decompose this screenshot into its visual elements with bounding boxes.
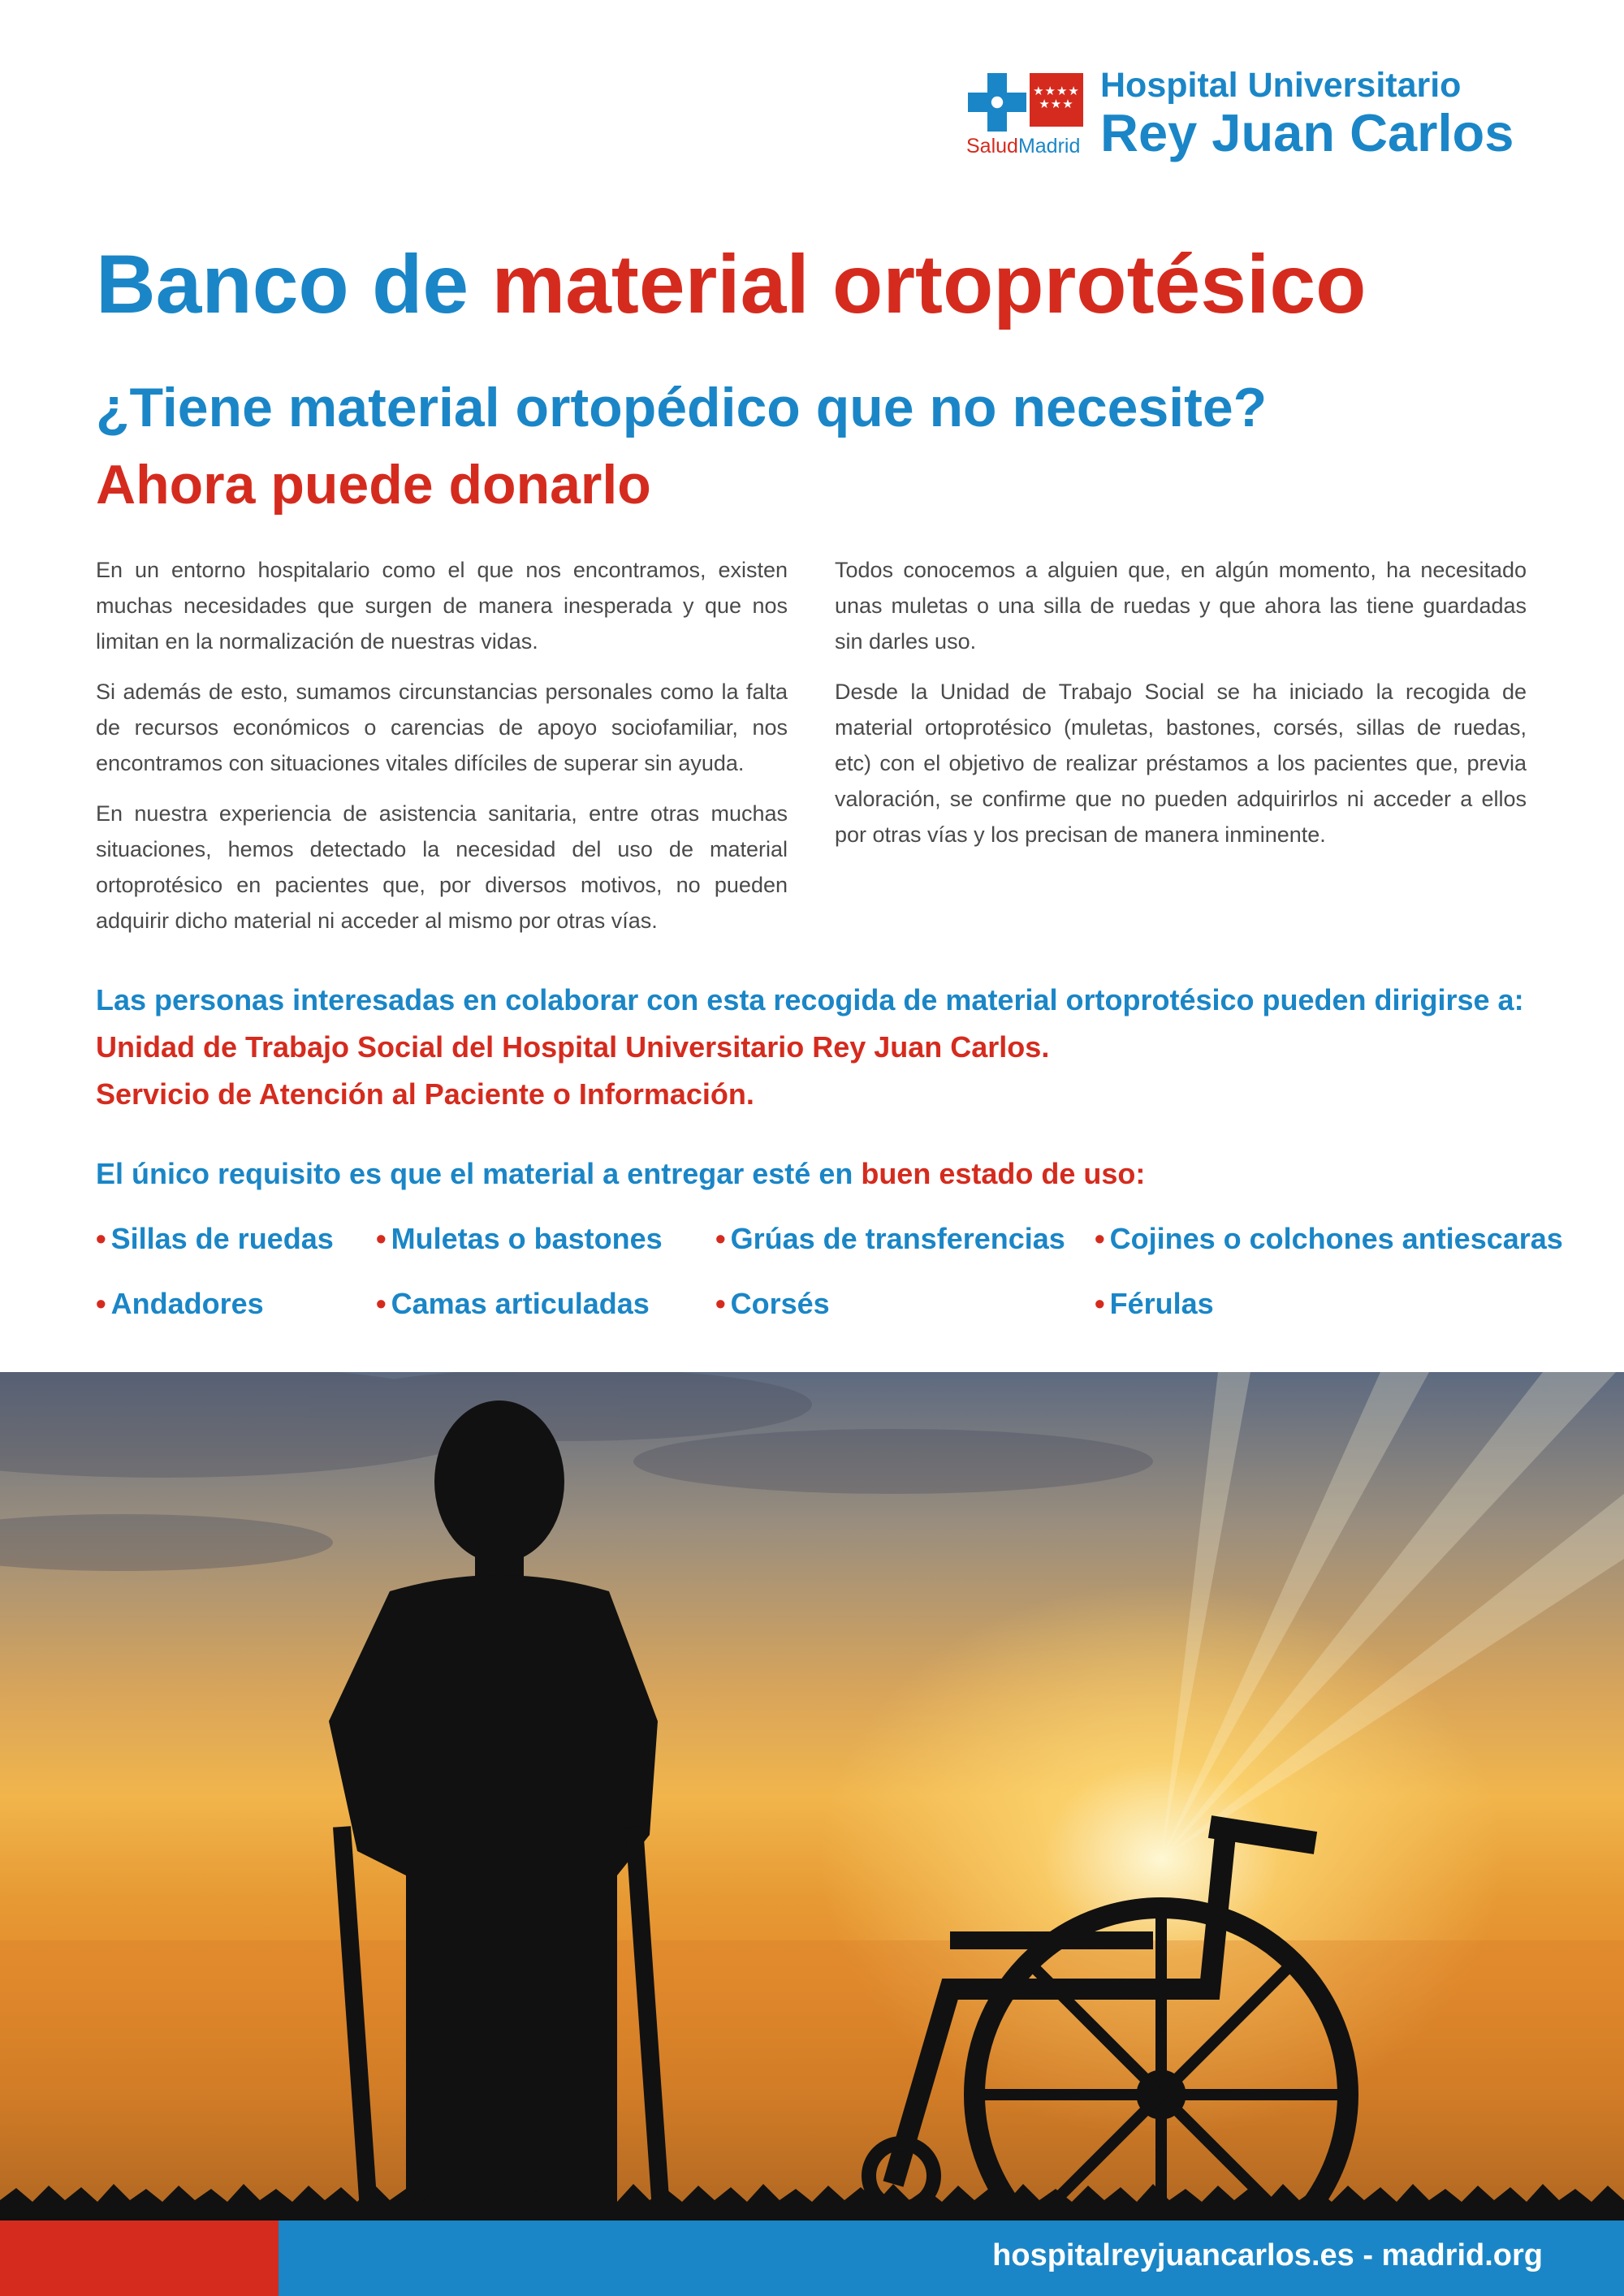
body-paragraph: En un entorno hospitalario como el que nos encontramos, existen muchas necesidades que surgen de manera inesperada y que nos limitan en la normalización de nuestras vidas.: [96, 558, 788, 654]
sun-rays: [1161, 1372, 1624, 1859]
body-paragraph: Desde la Unidad de Trabajo Social se ha iniciado la recogida de material ortoprotésico (muletas, bastones, corsés, sillas de ruedas, etc) con el objetivo de realizar préstamos a los pacientes que, previa valoración, se confirme que no pueden adquirirlos ni acceder a ellos por otras vías y los precisan de manera inminente.: [835, 680, 1527, 847]
body-column-right: [835, 552, 1527, 867]
subtitle: [96, 369, 1267, 524]
list-item: • Camas articuladas: [376, 1287, 650, 1320]
contact-block: [96, 977, 1524, 1118]
list-item: • Férulas: [1095, 1287, 1214, 1320]
requirement-text: El único requisito es que el material a entregar esté en buen estado de uso:: [96, 1157, 1146, 1190]
subtitle-question: ¿Tiene material ortopédico que no necesite?: [96, 377, 1268, 438]
hospital-name-line1: Hospital Universitario: [1100, 66, 1462, 105]
body-paragraph: Todos conocemos a alguien que, en algún momento, ha necesitado unas muletas o una silla de ruedas y que ahora las tiene guardadas sin darles uso.: [835, 558, 1527, 654]
bullet-icon: •: [715, 1222, 726, 1255]
bullet-icon: •: [96, 1222, 106, 1255]
list-item: • Cojines o colchones antiescaras: [1095, 1222, 1563, 1255]
madrid-flag-icon: ★★★★ ★★★: [1030, 73, 1083, 127]
medical-cross-icon: [968, 73, 1026, 132]
footer: [0, 2220, 1624, 2296]
bullet-icon: •: [1095, 1222, 1105, 1255]
page-title: Banco de material ortoprotésico: [96, 238, 1367, 330]
salud-madrid-text: SaludMadrid: [966, 135, 1081, 158]
footer-red-band: [0, 2220, 279, 2296]
bullet-icon: •: [376, 1287, 387, 1320]
list-item: • Andadores: [96, 1287, 264, 1320]
bullet-icon: •: [715, 1287, 726, 1320]
body-paragraph: En nuestra experiencia de asistencia sanitaria, entre otras muchas situaciones, hemos detectado la necesidad del uso de material ortoprotésico en pacientes que, por diversos motivos, no pueden adquirir dicho material ni acceder al mismo por otras vías.: [96, 801, 788, 933]
hospital-logo: [966, 66, 1535, 167]
clouds: [0, 1372, 1153, 1571]
contact-intro: Las personas interesadas en colaborar con esta recogida de material ortoprotésico pueden dirigirse a:: [96, 983, 1524, 1016]
salud-madrid-mark: [966, 70, 1084, 159]
body-paragraph: Si además de esto, sumamos circunstancias personales como la falta de recursos económicos o carencias de apoyo sociofamiliar, nos encontramos con situaciones vitales difíciles de superar sin ayuda.: [96, 680, 788, 775]
contact-place-patient-service: Servicio de Atención al Paciente o Información.: [96, 1077, 754, 1111]
footer-links[interactable]: hospitalreyjuancarlos.es - madrid.org: [992, 2238, 1543, 2272]
list-item: • Sillas de ruedas: [96, 1222, 334, 1255]
water: [0, 1940, 1624, 2220]
body-column-left: [96, 552, 788, 953]
sunset-photo: [0, 1372, 1624, 2220]
list-item: • Muletas o bastones: [376, 1222, 663, 1255]
hospital-name-line2: Rey Juan Carlos: [1100, 103, 1514, 162]
bullet-icon: •: [376, 1222, 387, 1255]
list-item: • Grúas de transferencias: [715, 1222, 1065, 1255]
list-item: • Corsés: [715, 1287, 830, 1320]
contact-place-social-work: Unidad de Trabajo Social del Hospital Universitario Rey Juan Carlos.: [96, 1030, 1050, 1064]
bullet-icon: •: [1095, 1287, 1105, 1320]
silhouette-illustration: [0, 1372, 1624, 2220]
hospital-name: [1100, 65, 1514, 161]
bullet-icon: •: [96, 1287, 106, 1320]
subtitle-call-to-action: Ahora puede donarlo: [96, 454, 651, 516]
